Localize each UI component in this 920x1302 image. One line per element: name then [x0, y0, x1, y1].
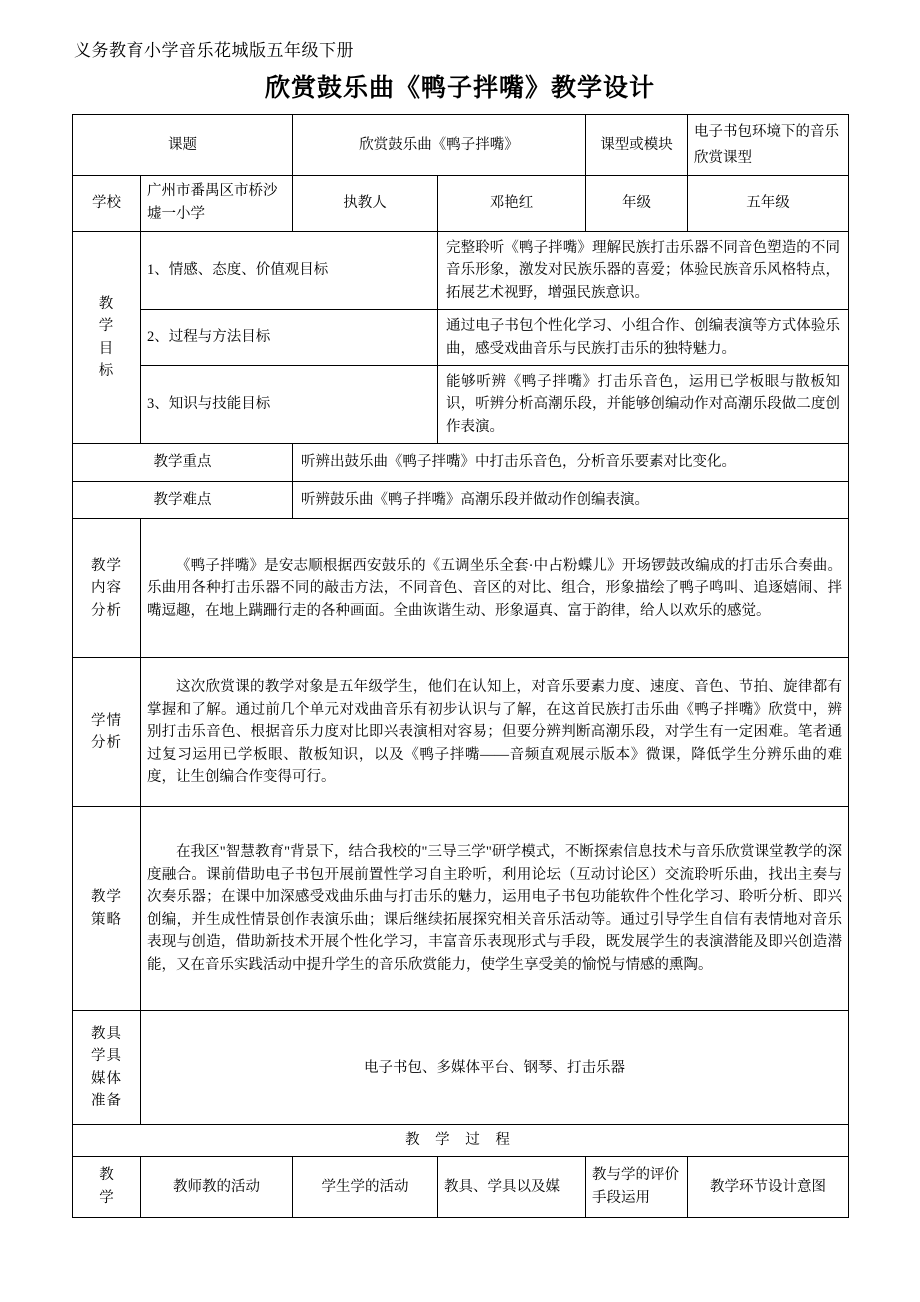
materials-label [73, 1011, 141, 1125]
student-analysis-label-text: 学情 分析 [91, 712, 122, 752]
table-row-difficulty [73, 481, 849, 518]
difficulty-label: 教学难点 [73, 481, 293, 518]
teacher-label: 执教人 [293, 176, 438, 231]
school-label: 学校 [73, 176, 141, 231]
topic-value: 欣赏鼓乐曲《鸭子拌嘴》 [293, 115, 586, 176]
table-row-process-header [73, 1156, 849, 1217]
strategy-label [73, 807, 141, 1011]
materials-label-text: 教具 学具 媒体 准备 [91, 1025, 122, 1110]
materials-text: 电子书包、多媒体平台、钢琴、打击乐器 [141, 1011, 849, 1125]
page-title: 欣赏鼓乐曲《鸭子拌嘴》教学设计 [264, 75, 655, 103]
objective-2-text: 通过电子书包个性化学习、小组合作、创编表演等方式体验乐曲，感受戏曲音乐与民族打击乐的独特魅力。 [438, 310, 849, 366]
table-row-topic [73, 115, 849, 176]
objectives-label [73, 231, 141, 444]
objective-2-name: 2、过程与方法目标 [141, 310, 438, 366]
content-analysis-label-text: 教学 内容 分析 [91, 557, 122, 619]
series-title: 义务教育小学音乐花城版五年级下册 [74, 41, 354, 60]
table-row-strategy [73, 807, 849, 1011]
table-row-objective-3 [73, 366, 849, 444]
table-row-school [73, 176, 849, 231]
grade-value: 五年级 [688, 176, 849, 231]
grade-label: 年级 [586, 176, 688, 231]
lesson-plan-table [72, 114, 849, 1218]
table-row-process-title [73, 1125, 849, 1156]
table-row-student-analysis [73, 658, 849, 807]
student-analysis-label [73, 658, 141, 807]
objective-1-name: 1、情感、态度、价值观目标 [141, 231, 438, 309]
course-type-label: 课型或模块 [586, 115, 688, 176]
process-col-evaluation: 教与学的评价手段运用 [586, 1156, 688, 1217]
process-col-student: 学生学的活动 [293, 1156, 438, 1217]
content-analysis-text: 《鸭子拌嘴》是安志顺根据西安鼓乐的《五调坐乐全套·中占粉蝶儿》开场锣鼓改编成的打击乐合奏曲。乐曲用各种打击乐器不同的敲击方法，不同音色、音区的对比、组合，形象描绘了鸭子鸣叫、追逐嬉闹、拌嘴逗趣，在地上蹒跚行走的各种画面。全曲诙谐生动、形象逼真、富于韵律，给人以欢乐的感觉。 [141, 519, 849, 658]
table-row-objective-1 [73, 231, 849, 309]
process-title: 教 学 过 程 [73, 1125, 849, 1156]
objective-1-text: 完整聆听《鸭子拌嘴》理解民族打击乐器不同音色塑造的不同音乐形象，激发对民族乐器的喜爱；体验民族音乐风格特点，拓展艺术视野，增强民族意识。 [438, 231, 849, 309]
school-value: 广州市番禺区市桥沙墟一小学 [141, 176, 293, 231]
strategy-label-text: 教学 策略 [91, 889, 122, 928]
table-row-materials [73, 1011, 849, 1125]
objective-3-text: 能够听辨《鸭子拌嘴》打击乐音色，运用已学板眼与散板知识，听辨分析高潮乐段，并能够创编动作对高潮乐段做二度创作表演。 [438, 366, 849, 444]
key-point-text: 听辨出鼓乐曲《鸭子拌嘴》中打击乐音色，分析音乐要素对比变化。 [293, 444, 849, 481]
course-type-value: 电子书包环境下的音乐欣赏课型 [688, 115, 849, 176]
teacher-value: 邓艳红 [438, 176, 586, 231]
content-analysis-label [73, 519, 141, 658]
process-col-media: 教具、学具以及媒 [438, 1156, 586, 1217]
topic-label: 课题 [73, 115, 293, 176]
process-col-intent: 教学环节设计意图 [688, 1156, 849, 1217]
objective-3-name: 3、知识与技能目标 [141, 366, 438, 444]
table-row-content-analysis [73, 519, 849, 658]
objectives-label-text: 教 学 目 标 [98, 295, 115, 379]
student-analysis-text: 这次欣赏课的教学对象是五年级学生，他们在认知上，对音乐要素力度、速度、音色、节拍、旋律都有掌握和了解。通过前几个单元对戏曲音乐有初步认识与了解，在这首民族打击乐曲《鸭子拌嘴》欣赏中，辨别打击乐音色、根据音乐力度对比即兴表演相对容易；但要分辨判断高潮乐段，对学生有一定困难。笔者通过复习运用已学板眼、散板知识，以及《鸭子拌嘴——音频直观展示版本》微课，降低学生分辨乐曲的难度，让生创编合作变得可行。 [141, 658, 849, 807]
key-point-label: 教学重点 [73, 444, 293, 481]
table-row-objective-2 [73, 310, 849, 366]
process-col-teacher: 教师教的活动 [141, 1156, 293, 1217]
strategy-text: 在我区"智慧教育"背景下，结合我校的"三导三学"研学模式，不断探索信息技术与音乐欣赏课堂教学的深度融合。课前借助电子书包开展前置性学习自主聆听，利用论坛（互动讨论区）交流聆听乐曲，找出主奏与次奏乐器；在课中加深感受戏曲乐曲与打击乐的魅力，运用电子书包功能软件个性化学习、聆听分析、即兴创编，并生成性情景创作表演乐曲；课后继续拓展探究相关音乐活动等。通过引导学生自信有表情地对音乐表现与创造，借助新技术开展个性化学习，丰富音乐表现形式与手段，既发展学生的表演潜能及即兴创造潜能，又在音乐实践活动中提升学生的音乐欣赏能力，使学生享受美的愉悦与情感的熏陶。 [141, 807, 849, 1011]
process-col-stage-text: 教 学 [99, 1167, 114, 1206]
difficulty-text: 听辨鼓乐曲《鸭子拌嘴》高潮乐段并做动作创编表演。 [293, 481, 849, 518]
table-row-key-point [73, 444, 849, 481]
process-col-stage [73, 1156, 141, 1217]
